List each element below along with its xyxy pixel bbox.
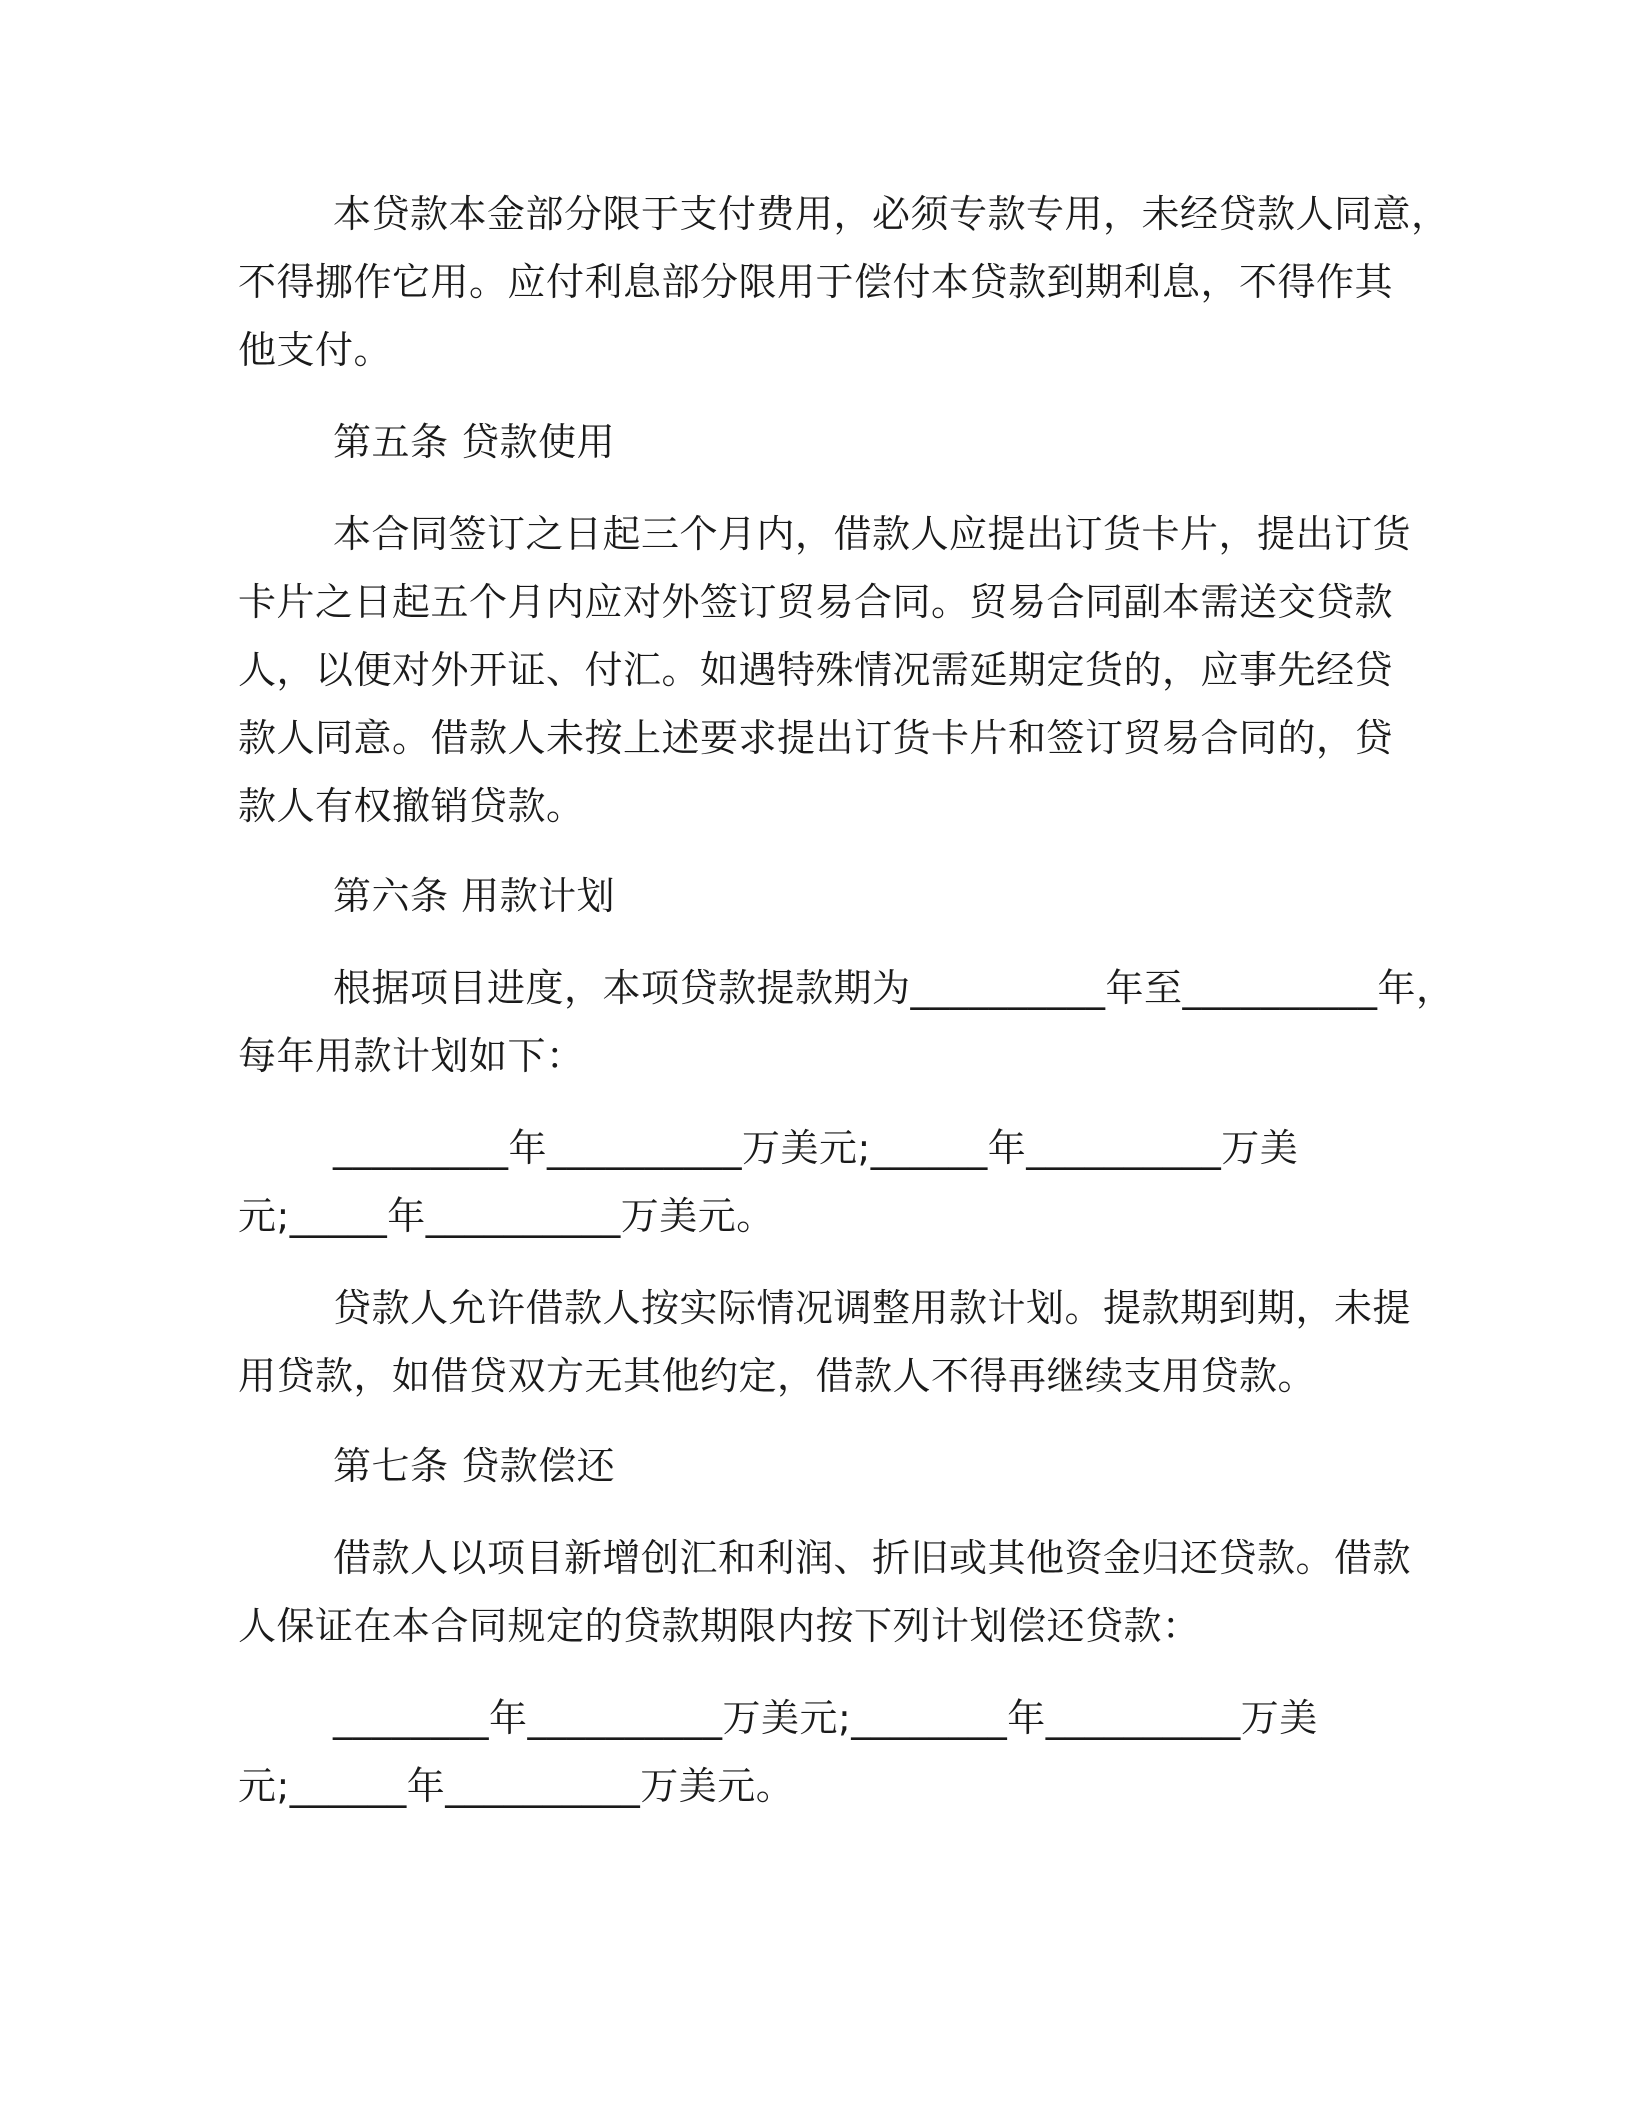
plan-line: _________年__________万美元;______年__________万美 (333, 1126, 1299, 1170)
section-heading-article-7: 第七条 贷款偿还 (333, 1444, 616, 1488)
paragraph-line: 本合同签订之日起三个月内，借款人应提出订货卡片，提出订货 (333, 512, 1412, 556)
section-heading-article-5: 第五条 贷款使用 (333, 420, 616, 464)
paragraph-line: 人保证在本合同规定的贷款期限内按下列计划偿还贷款： (238, 1604, 1201, 1648)
paragraph-line: 人，以便对外开证、付汇。如遇特殊情况需延期定货的，应事先经贷 (238, 648, 1394, 692)
paragraph-line: 款人有权撤销贷款。 (238, 784, 585, 828)
paragraph-line: 款人同意。借款人未按上述要求提出订货卡片和签订贸易合同的，贷 (238, 716, 1394, 760)
paragraph-line: 他支付。 (238, 328, 393, 372)
paragraph-line: 根据项目进度，本项贷款提款期为__________年至__________年， (333, 966, 1455, 1010)
paragraph-line: 不得挪作它用。应付利息部分限用于偿付本贷款到期利息，不得作其 (238, 260, 1394, 304)
paragraph-line: 贷款人允许借款人按实际情况调整用款计划。提款期到期，未提 (333, 1286, 1412, 1330)
paragraph-line: 卡片之日起五个月内应对外签订贸易合同。贸易合同副本需送交贷款 (238, 580, 1394, 624)
paragraph-line: 借款人以项目新增创汇和利润、折旧或其他资金归还贷款。借款 (333, 1536, 1412, 1580)
plan-line: 元;______年__________万美元。 (238, 1764, 795, 1808)
section-heading-article-6: 第六条 用款计划 (333, 874, 616, 918)
paragraph-line: 本贷款本金部分限于支付费用，必须专款专用，未经贷款人同意， (333, 192, 1450, 236)
plan-line: 元;_____年__________万美元。 (238, 1194, 775, 1238)
paragraph-line: 用贷款，如借贷双方无其他约定，借款人不得再继续支用贷款。 (238, 1354, 1317, 1398)
paragraph-line: 每年用款计划如下： (238, 1034, 585, 1078)
plan-line: ________年__________万美元;________年__________万美 (333, 1696, 1318, 1740)
